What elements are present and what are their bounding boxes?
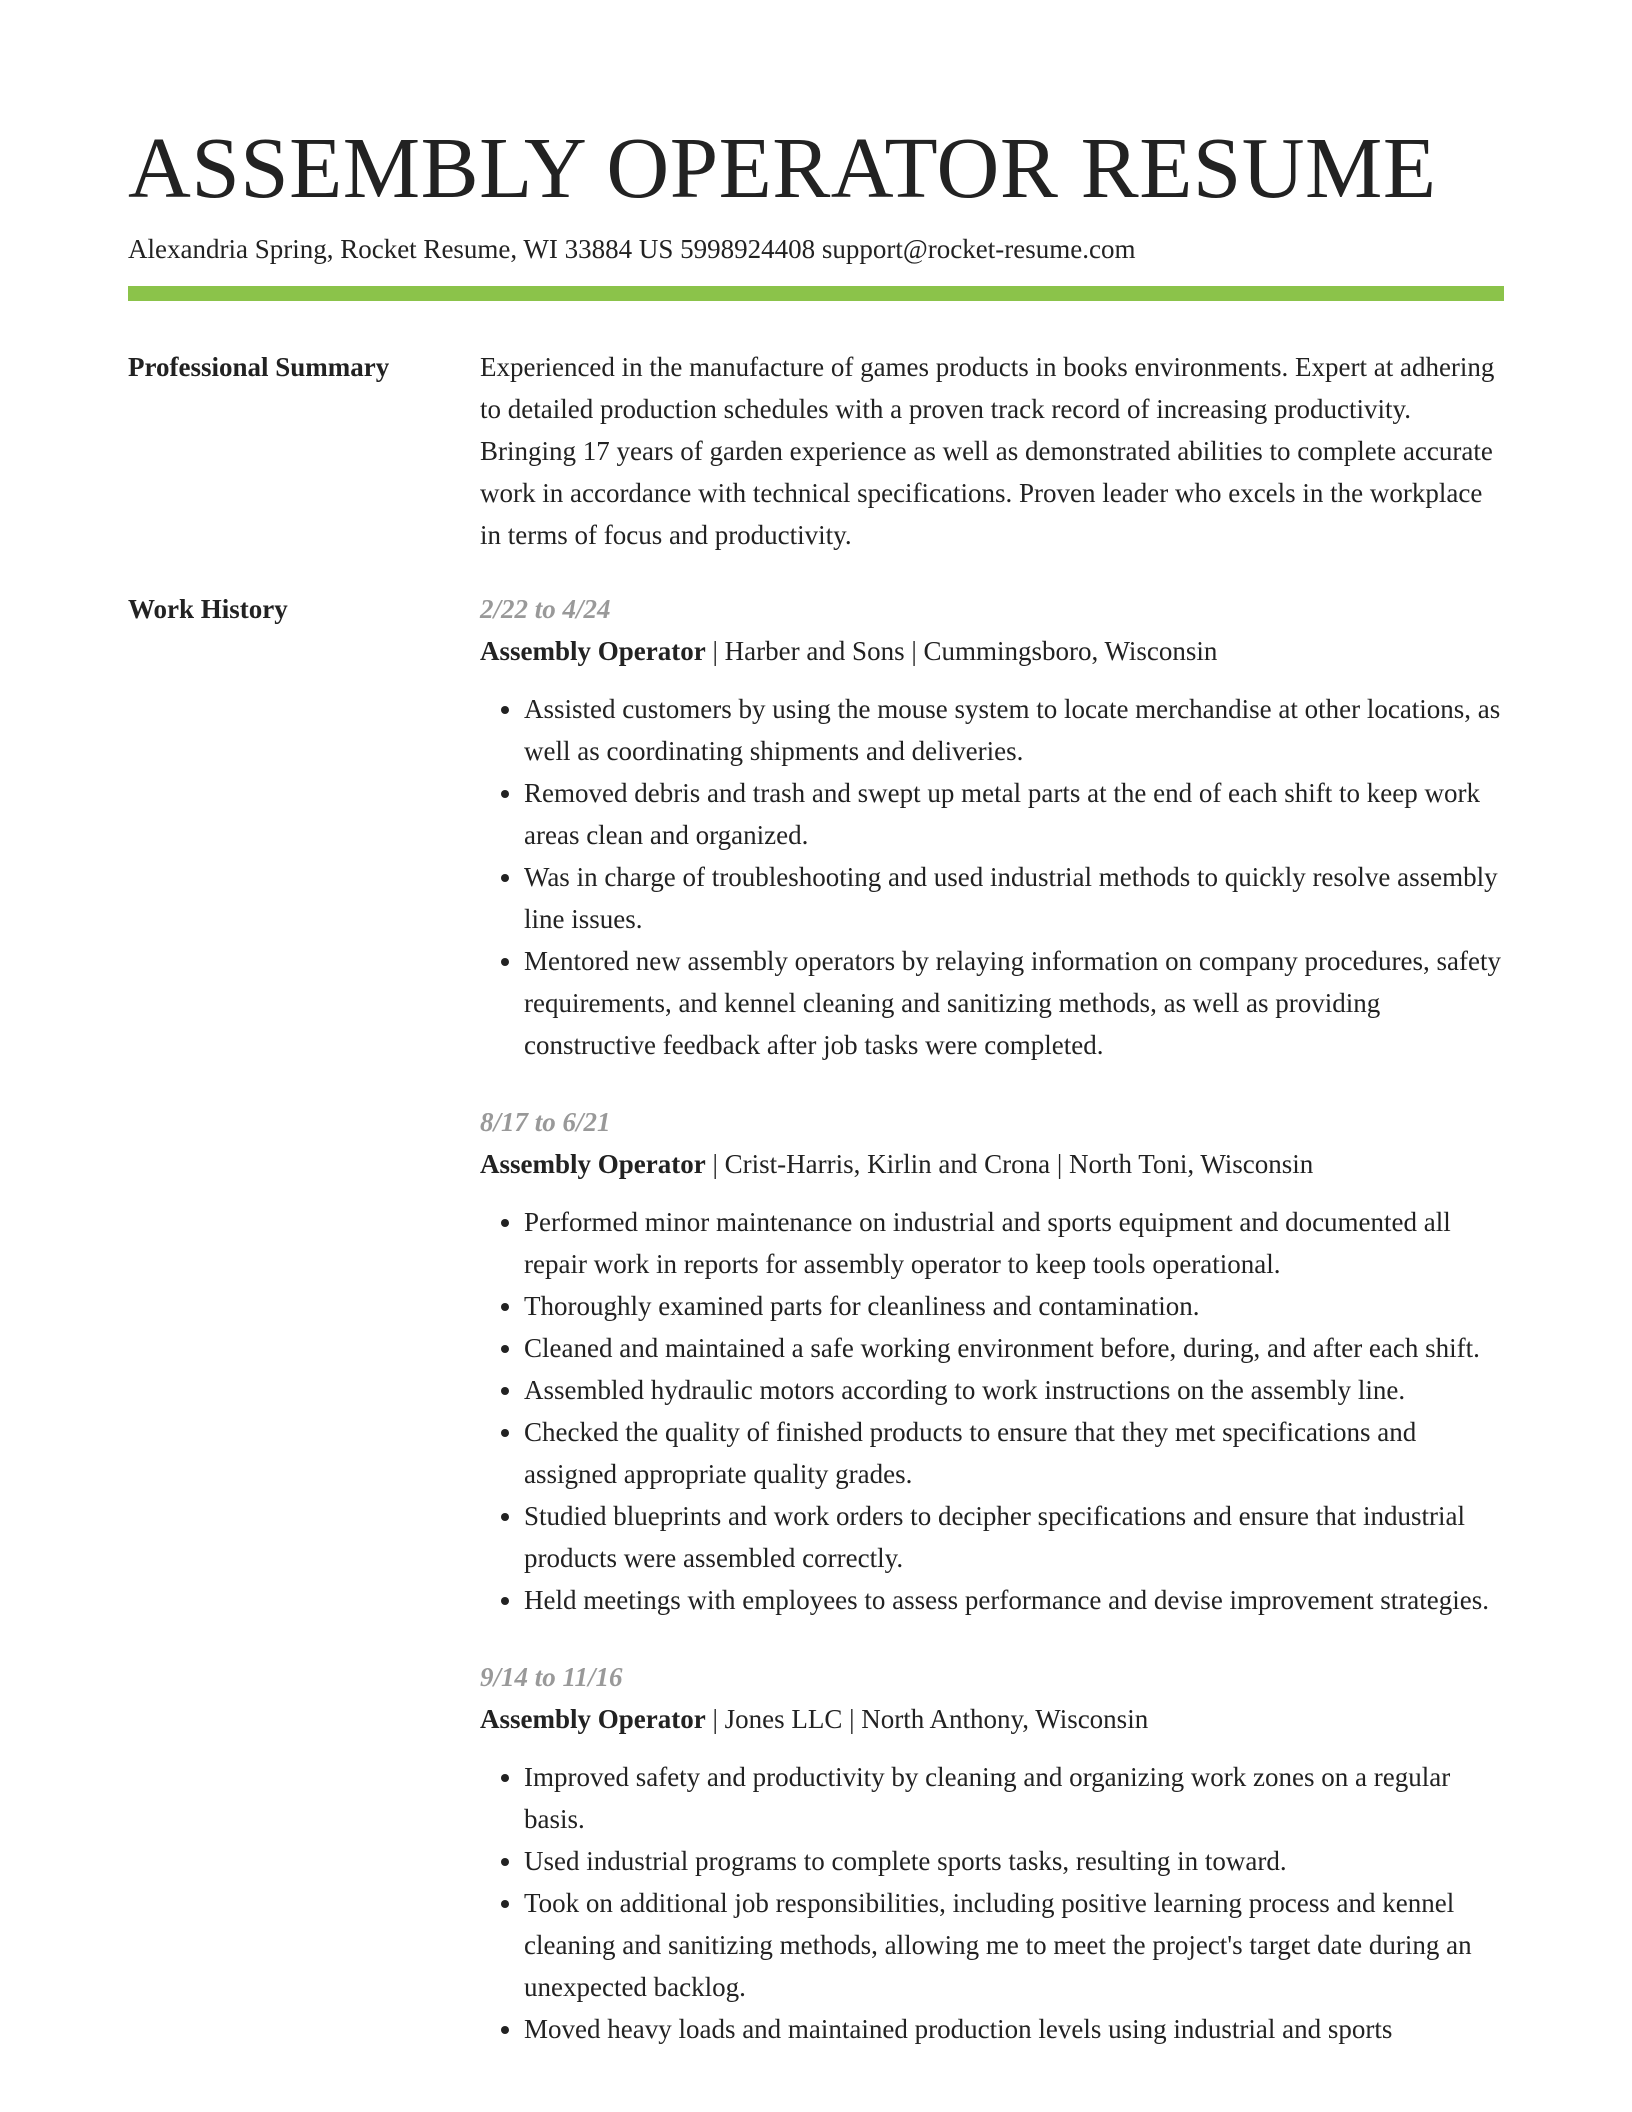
job-location: | Cummingsboro, Wisconsin xyxy=(905,636,1218,666)
contact-email: support@rocket-resume.com xyxy=(821,234,1136,264)
job-bullet-item: • Assembled hydraulic motors according to work instructions on the assembly line. xyxy=(524,1369,1504,1411)
work-history-heading: Work History xyxy=(128,594,288,624)
job-bullet-item: • Removed debris and trash and swept up metal parts at the end of each shift to keep work areas clean and organized. xyxy=(524,772,1504,856)
job-bullet-item: • Cleaned and maintained a safe working environment before, during, and after each shift. xyxy=(524,1327,1504,1369)
job-entry xyxy=(480,588,1504,1066)
job-bullet-item: • Moved heavy loads and maintained production levels using industrial and sports xyxy=(524,2008,1504,2050)
job-bullet-item: • Performed minor maintenance on industrial and sports equipment and documented all repair work in reports for assembly operator to keep tools operational. xyxy=(524,1201,1504,1285)
job-bullet-item: • Took on additional job responsibilities, including positive learning process and kennel cleaning and sanitizing methods, allowing me to meet the project's target date during an unexpected backlog. xyxy=(524,1882,1504,2008)
job-heading xyxy=(480,1698,1504,1740)
job-company: | Harber and Sons xyxy=(706,636,905,666)
job-title: Assembly Operator xyxy=(480,1149,706,1179)
job-dates: 8/17 to 6/21 xyxy=(480,1107,611,1137)
job-location: | North Toni, Wisconsin xyxy=(1050,1149,1313,1179)
job-bullets xyxy=(480,1756,1504,2050)
resume-title: ASSEMBLY OPERATOR RESUME xyxy=(128,119,1437,216)
job-heading xyxy=(480,630,1504,672)
job-bullet-item: • Was in charge of troubleshooting and used industrial methods to quickly resolve assembly line issues. xyxy=(524,856,1504,940)
job-bullet-item: • Thoroughly examined parts for cleanliness and contamination. xyxy=(524,1285,1504,1327)
job-entry xyxy=(480,1101,1504,1621)
job-bullets xyxy=(480,1201,1504,1621)
summary-heading: Professional Summary xyxy=(128,352,390,382)
job-heading xyxy=(480,1143,1504,1185)
job-entry xyxy=(480,1656,1504,2050)
work-history-body xyxy=(480,588,1504,2085)
job-bullet-item: • Studied blueprints and work orders to decipher specifications and ensure that industrial products were assembled correctly. xyxy=(524,1495,1504,1579)
job-title: Assembly Operator xyxy=(480,636,706,666)
job-company: | Jones LLC xyxy=(706,1704,843,1734)
job-title: Assembly Operator xyxy=(480,1704,706,1734)
contact-phone: 5998924408 xyxy=(680,234,816,264)
job-bullet-item: • Assisted customers by using the mouse system to locate merchandise at other locations, as well as coordinating shipments and deliveries. xyxy=(524,688,1504,772)
summary-text: Experienced in the manufacture of games products in books environments. Expert at adhering to detailed production schedules with a proven track record of increasing productivity. Bringing 17 years of garden experience as well as demonstrated abilities to complete accurate work in accordance with technical specifications. Proven leader who excels in the workplace in terms of focus and productivity. xyxy=(480,352,1495,550)
job-dates: 9/14 to 11/16 xyxy=(480,1662,623,1692)
contact-line xyxy=(128,230,1135,268)
job-bullet-item: • Checked the quality of finished products to ensure that they met specifications and assigned appropriate quality grades. xyxy=(524,1411,1504,1495)
job-bullet-item: • Held meetings with employees to assess performance and devise improvement strategies. xyxy=(524,1579,1504,1621)
job-bullets xyxy=(480,688,1504,1066)
job-bullet-item: • Improved safety and productivity by cleaning and organizing work zones on a regular basis. xyxy=(524,1756,1504,1840)
summary-body xyxy=(480,346,1504,556)
job-bullet-item: • Mentored new assembly operators by relaying information on company procedures, safety requirements, and kennel cleaning and sanitizing methods, as well as providing constructive feedback after job tasks were completed. xyxy=(524,940,1504,1066)
job-location: | North Anthony, Wisconsin xyxy=(842,1704,1148,1734)
accent-divider xyxy=(128,286,1504,301)
job-dates: 2/22 to 4/24 xyxy=(480,594,611,624)
job-bullet-item: • Used industrial programs to complete sports tasks, resulting in toward. xyxy=(524,1840,1504,1882)
contact-address: Alexandria Spring, Rocket Resume, WI 33884 US xyxy=(128,234,674,264)
job-company: | Crist-Harris, Kirlin and Crona xyxy=(706,1149,1050,1179)
